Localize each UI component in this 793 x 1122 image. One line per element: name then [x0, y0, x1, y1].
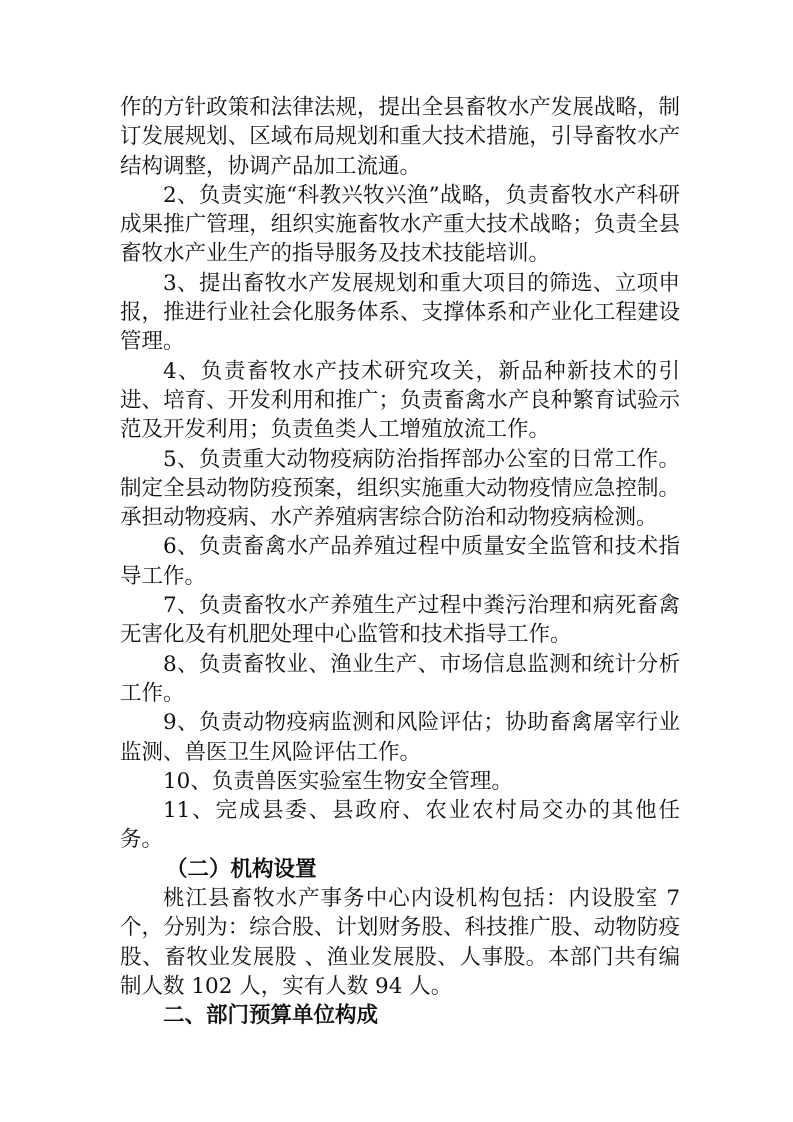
jigou-paragraph: 桃江县畜牧水产事务中心内设机构包括：内设股室 7 个，分别为：综合股、计划财务股、科技推广股、动物防疫股、畜牧业发展股 、渔业发展股、人事股。本部门共有编制人数 102 人，实有人数 94 人。 [120, 886, 680, 999]
document-body [120, 93, 680, 1031]
duty-item-5: 5、负责重大动物疫病防治指挥部办公室的日常工作。制定全县动物防疫预案，组织实施重大动物疫情应急控制。承担动物疫病、水产养殖病害综合防治和动物疫病检测。 [120, 446, 680, 531]
duty-item-4: 4、负责畜牧水产技术研究攻关，新品种新技术的引进、培育、开发利用和推广；负责畜禽水产良种繁育试验示范及开发利用；负责鱼类人工增殖放流工作。 [120, 358, 680, 443]
duty-item-9: 9、负责动物疫病监测和风险评估；协助畜禽屠宰行业监测、兽医卫生风险评估工作。 [120, 710, 680, 765]
duty-item-3: 3、提出畜牧水产发展规划和重大项目的筛选、立项申报，推进行业社会化服务体系、支撑体系和产业化工程建设管理。 [120, 270, 680, 355]
duty-item-7: 7、负责畜牧水产养殖生产过程中粪污治理和病死畜禽无害化及有机肥处理中心监管和技术指导工作。 [120, 593, 680, 648]
duty-item-11: 11、完成县委、县政府、农业农村局交办的其他任务。 [120, 798, 680, 853]
duty-item-2: 2、负责实施“科教兴牧兴渔”战略，负责畜牧水产科研成果推广管理，组织实施畜牧水产重大技术战略；负责全县畜牧水产业生产的指导服务及技术技能培训。 [120, 182, 680, 267]
duty-item-6: 6、负责畜禽水产品养殖过程中质量安全监管和技术指导工作。 [120, 534, 680, 589]
section-heading-budget-units: 二、部门预算单位构成 [163, 1003, 379, 1029]
duty-continuation: 作的方针政策和法律法规，提出全县畜牧水产发展战略，制订发展规划、区域布局规划和重大技术措施，引导畜牧水产结构调整，协调产品加工流通。 [120, 95, 680, 179]
section-heading-jigou: （二）机构设置 [166, 856, 317, 882]
duty-item-8: 8、负责畜牧业、渔业生产、市场信息监测和统计分析工作。 [120, 651, 680, 706]
duty-item-10: 10、负责兽医实验室生物安全管理。 [163, 768, 513, 794]
